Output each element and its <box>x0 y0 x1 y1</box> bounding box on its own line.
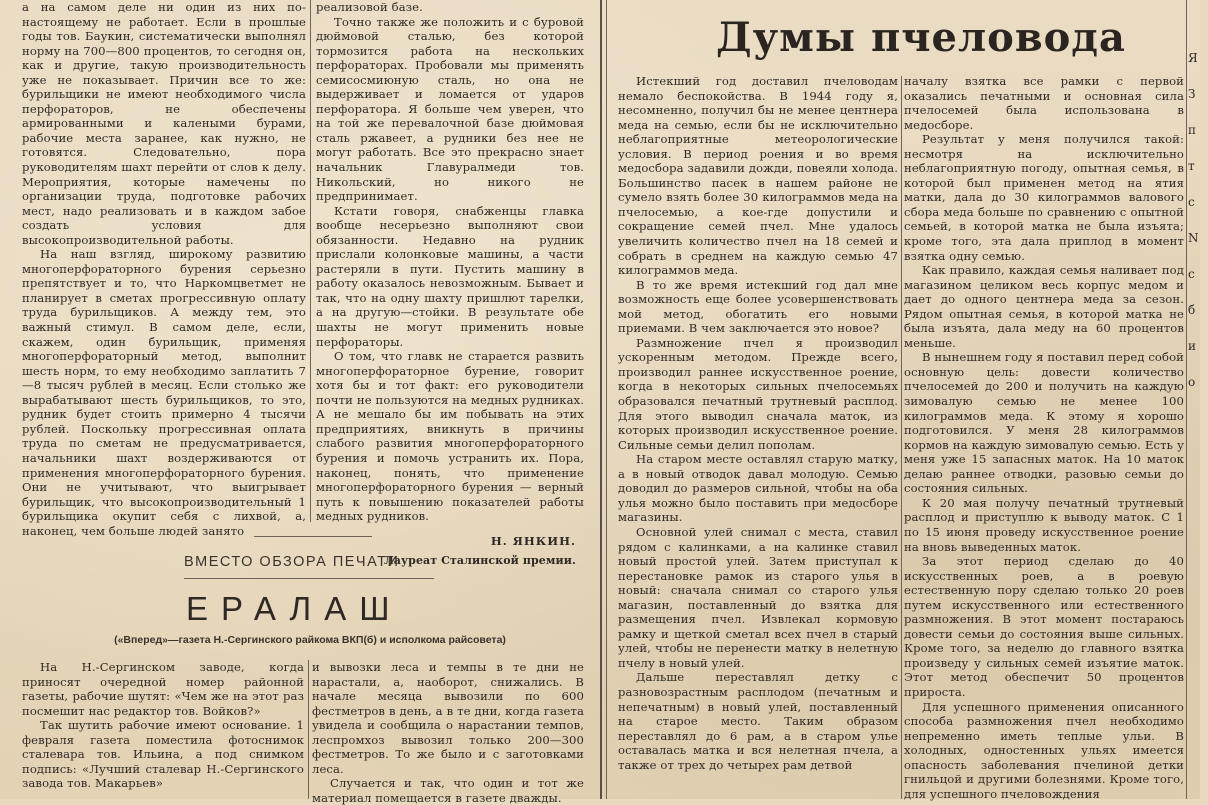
column-divider <box>901 76 902 799</box>
beekeeper-column-left <box>618 74 898 799</box>
beekeeper-paragraph: Для успешного применения описанного способа размножения пчел необходимо непременно иметь теплые ульи. В холодных, одностенных ульях имеется опасность заболевания пчелиной детки гнильцой и другими болезнями. Кроме того, для успешного пчеловождения <box>904 699 1184 801</box>
edge-fragment: п <box>1188 123 1197 137</box>
edge-fragment: б <box>1188 303 1196 317</box>
beekeeper-paragraph: Дальше переставлял детку с разновозрастным расплодом (печатным и непечатным) в новый улей, поставленный на старое место. Таким образом переставлял до 6 рам, а в старом улье оставалась матка и вся нелетная пчела, а также от трех до четырех рам детвой <box>618 670 898 772</box>
section-label: ВМЕСТО ОБЗОРА ПЕЧАТИ <box>184 554 400 570</box>
mining-paragraph: На наш взгляд, широкому развитию многоперфораторного бурения серьезно препятствует и то, что Наркомцветмет не планирует в сметах прогрессивную оплату труда бурильщиков. А между тем, это важный стимул. В самом деле, если, скажем, один бурильщик, применяя многоперфораторный метод, выполнит шесть норм, то ему необходимо заплатить 7—8 тысяч рублей в месяц. Если столько же вырабатывают шесть бурильщиков, то это, рудник будет стоить примерно 4 тысячи рублей. Поскольку прогрессивная оплата труда по сметам не предусматривается, начальники шахт воздерживаются от применения многоперфораторного бурения. Они не учитывают, что выигрывает бурильщик, что высокопроизводительный 1 бурильщика окупит себя с лихвой, а, наконец, чем больше людей занято <box>22 247 306 538</box>
eralash-subtitle: («Вперед»—газета Н.-Сергинского райкома ВКП(б) и исполкома райсовета) <box>114 634 506 646</box>
edge-fragment: о <box>1188 375 1196 389</box>
eralash-paragraph: и вывозки леса и темпы в те дни не нарастали, а, наоборот, снижались. В начале месяца вывозили по 600 фестметров в день, а в те дни, когда газета увидела и сообщила о нарастании темпов, леспромхоз вывозил только 200—300 фестметров. То же было и с заготовками леса. <box>312 660 584 776</box>
mining-paragraph: О том, что главк не старается развить многоперфораторное бурение, говорит хотя бы и тот факт: его руководители почти не пользуются на медных рудниках. А не мешало бы им побывать на этих предприятиях, вникнуть в причины слабого развития многоперфораторного бурения и помочь устранить их. Пора, наконец, понять, что применение многоперфораторного бурения — верный путь к повышению показателей работы медных рудников. <box>316 349 584 524</box>
column-divider <box>310 0 311 522</box>
beekeeper-paragraph: За этот период сделаю до 40 искусственных роев, а в роевую естественную пору сделаю только 20 роев путем искусственного или естественного размножения. В этот момент постараюсь довести семьи до состояния выше сильных. Кроме того, за неделю до главного взятка произведу у сильных семей изъятие маток. Этот метод обеспечит 50 процентов прироста. <box>904 554 1184 699</box>
short-divider <box>254 536 372 537</box>
column-divider <box>1186 0 1187 799</box>
author-title: Лауреат Сталинской премии. <box>383 554 576 568</box>
beekeeper-paragraph: На старом месте оставлял старую матку, а в новый отводок давал молодую. Семью доводил до размеров сильной, чтобы на оба улья можно было поставить при медосборе магазины. <box>618 452 898 525</box>
edge-fragment: З <box>1188 87 1196 101</box>
mining-article-column-1 <box>22 0 306 538</box>
edge-fragment: с <box>1188 195 1195 209</box>
beekeeper-headline: Думы пчеловода <box>716 14 1126 61</box>
beekeeper-paragraph: началу взятка все рамки с первой оказались печатными и основная сила пчелосемей была использована в медосборе. <box>904 74 1184 132</box>
column-divider <box>308 660 309 799</box>
beekeeper-paragraph: В нынешнем году я поставил перед собой основную цель: довести количество пчелосемей до 200 и получить на каждую зимовалую семью не менее 100 килограммов меда. К этому я хорошо подготовился. У меня 28 килограммов кормов на каждую зимовалую семью. Есть у меня уже 15 запасных маток. На 10 маток делаю раннее отводки, разовью семьи до состояния сильных. <box>904 350 1185 496</box>
section-label-underline <box>184 578 434 579</box>
mining-paragraph: Кстати говоря, снабженцы главка вообще несерьезно выполняют свои обязанности. Недавно на рудник прислали колонковые машины, а части растеряли в пути. Пустить машину в работу оказалось невозможным. Бывает и так, что на одну шахту пришлют тарелки, а на другую—стойки. В результате обе шахты не могут применить новые перфораторы. <box>316 203 584 349</box>
beekeeper-paragraph: В то же время истекший год дал мне возможность еще более усовершенствовать мой метод, обогатить его новыми приемами. В чем заключается это новое? <box>618 277 898 336</box>
edge-fragment: N <box>1188 231 1199 245</box>
beekeeper-column-right <box>904 74 1184 799</box>
beekeeper-paragraph: Как правило, каждая семья наливает под магазином целиком весь корпус медом и дает до одного центнера меда за сезон. Рядом опытная семья, в которой матка не была изъята, дала меду на 60 процентов меньше. <box>904 263 1184 350</box>
mining-paragraph: Точно также же положить и с буровой дюймовой сталью, без которой тормозится работа на нескольких перфораторах. Пробовали мы применять семисосмиюную сталь, но она не выдерживает и ломается от ударов перфоратора. Я больше чем уверен, что на той же перевалочной базе дюймовая сталь ржавеет, а рудники без нее не могут работать. Все это прекрасно знает начальник Главуралмеди тов. Никольский, но никого не предпринимает. <box>316 14 584 204</box>
eralash-column-right <box>312 660 584 805</box>
page-gutter-rule-inner <box>606 0 607 799</box>
author-signature: Н. ЯНКИН. <box>490 533 576 548</box>
mining-paragraph: реализовой базе. <box>316 0 423 14</box>
mining-article-column-2 <box>316 0 584 568</box>
eralash-headline: ЕРАЛАШ <box>186 590 403 627</box>
edge-fragment: с <box>1188 267 1195 281</box>
edge-column-fragments <box>1188 0 1208 799</box>
eralash-paragraph: Так шутить рабочие имеют основание. 1 февраля газета поместила фотоснимок сталевара тов. Ильина, а под снимком подпись: «Лучший сталевар Н.-Сергинского завода тов. Макарьев» <box>22 718 304 791</box>
beekeeper-paragraph: Истекший год доставил пчеловодам немало беспокойства. В 1944 году я, несомненно, получил бы не менее центнера меда на семью, если бы не исключительно неблагоприятные метеорологические условия. В период роения и во время медосбора задавили дожди, повеяли холода. Большинство пасек в нашем районе не сумело взять более 30 килограммов меда на пчелосемью, а кое-где допустили и сокращение семей пчел. Мне удалось увеличить количество пчел на 18 семей и собрать в среднем на каждую семью 47 килограммов меда. <box>618 74 898 278</box>
beekeeper-paragraph: Основной улей снимал с места, ставил рядом с калинками, а на калинке ставил новый простой улей. Затем приступал к перестановке рамок из старого улья в новый: сначала снимал со старого улья магазин, поставленный до взятка для размещения пчел. Извлекал кормовую рамку и щеткой сметал всех пчел в старый улей, чтобы не перенести матку в нелетную пчелу в новый улей. <box>618 524 898 670</box>
eralash-paragraph: Случается и так, что один и тот же материал помещается в газете дважды. <box>312 776 584 805</box>
mining-paragraph: а на самом деле ни один из них по-настоящему не работает. Если в прошлые годы тов. Баукин, систематически выполнял норму на 700—800 процентов, то сегодня он, как и другие, такую производительность уже не показывает. Причин все то же: бурильщики не имеют необходимого числа перфораторов, не обеспечены армированными и калеными бурами, рабочие места заранее, как нужно, не готовятся. Следовательно, пора руководителям шахт перейти от слов к делу. Мероприятия, которые намечены по организации труда, подготовке рабочих мест, надо реализовать и в каждом забое создать условия для высокопроизводительной работы. <box>22 0 306 247</box>
beekeeper-paragraph: Результат у меня получился такой: несмотря на исключительно неблагоприятную погоду, опытная семья, в которой был применен метод на ятия матки, дала до 30 килограммов валового сбора меда больше по сравнению с опытной семьей, в которой матка не была изъята; кроме того, эта дала приплод в момент взятка одну семью. <box>904 132 1184 263</box>
beekeeper-paragraph: Размножение пчел я производил ускоренным методом. Прежде всего, производил раннее искусственное роение, когда в некоторых сильных пчелосемьях образовался печатный трутневый расплод. Для этого выводил сначала маток, из которых производил искусственное роение. Сильные семьи делил пополам. <box>618 335 898 452</box>
edge-fragment: и <box>1188 339 1197 353</box>
eralash-column-left <box>22 660 304 799</box>
page-gutter-rule <box>600 0 602 799</box>
beekeeper-paragraph: К 20 мая получу печатный трутневый расплод и приступлю к выводу маток. С 1 по 15 июня проведу искусственное роение на вновь выведенных маток. <box>904 495 1184 554</box>
edge-fragment: т <box>1188 159 1195 173</box>
edge-fragment: Я <box>1188 51 1198 65</box>
eralash-paragraph: На Н.-Сергинском заводе, когда приносят очередной номер районной газеты, рабочие шутят: «Чем же на этот раз посмешит нас редактор тов. Войков?» <box>22 660 304 718</box>
